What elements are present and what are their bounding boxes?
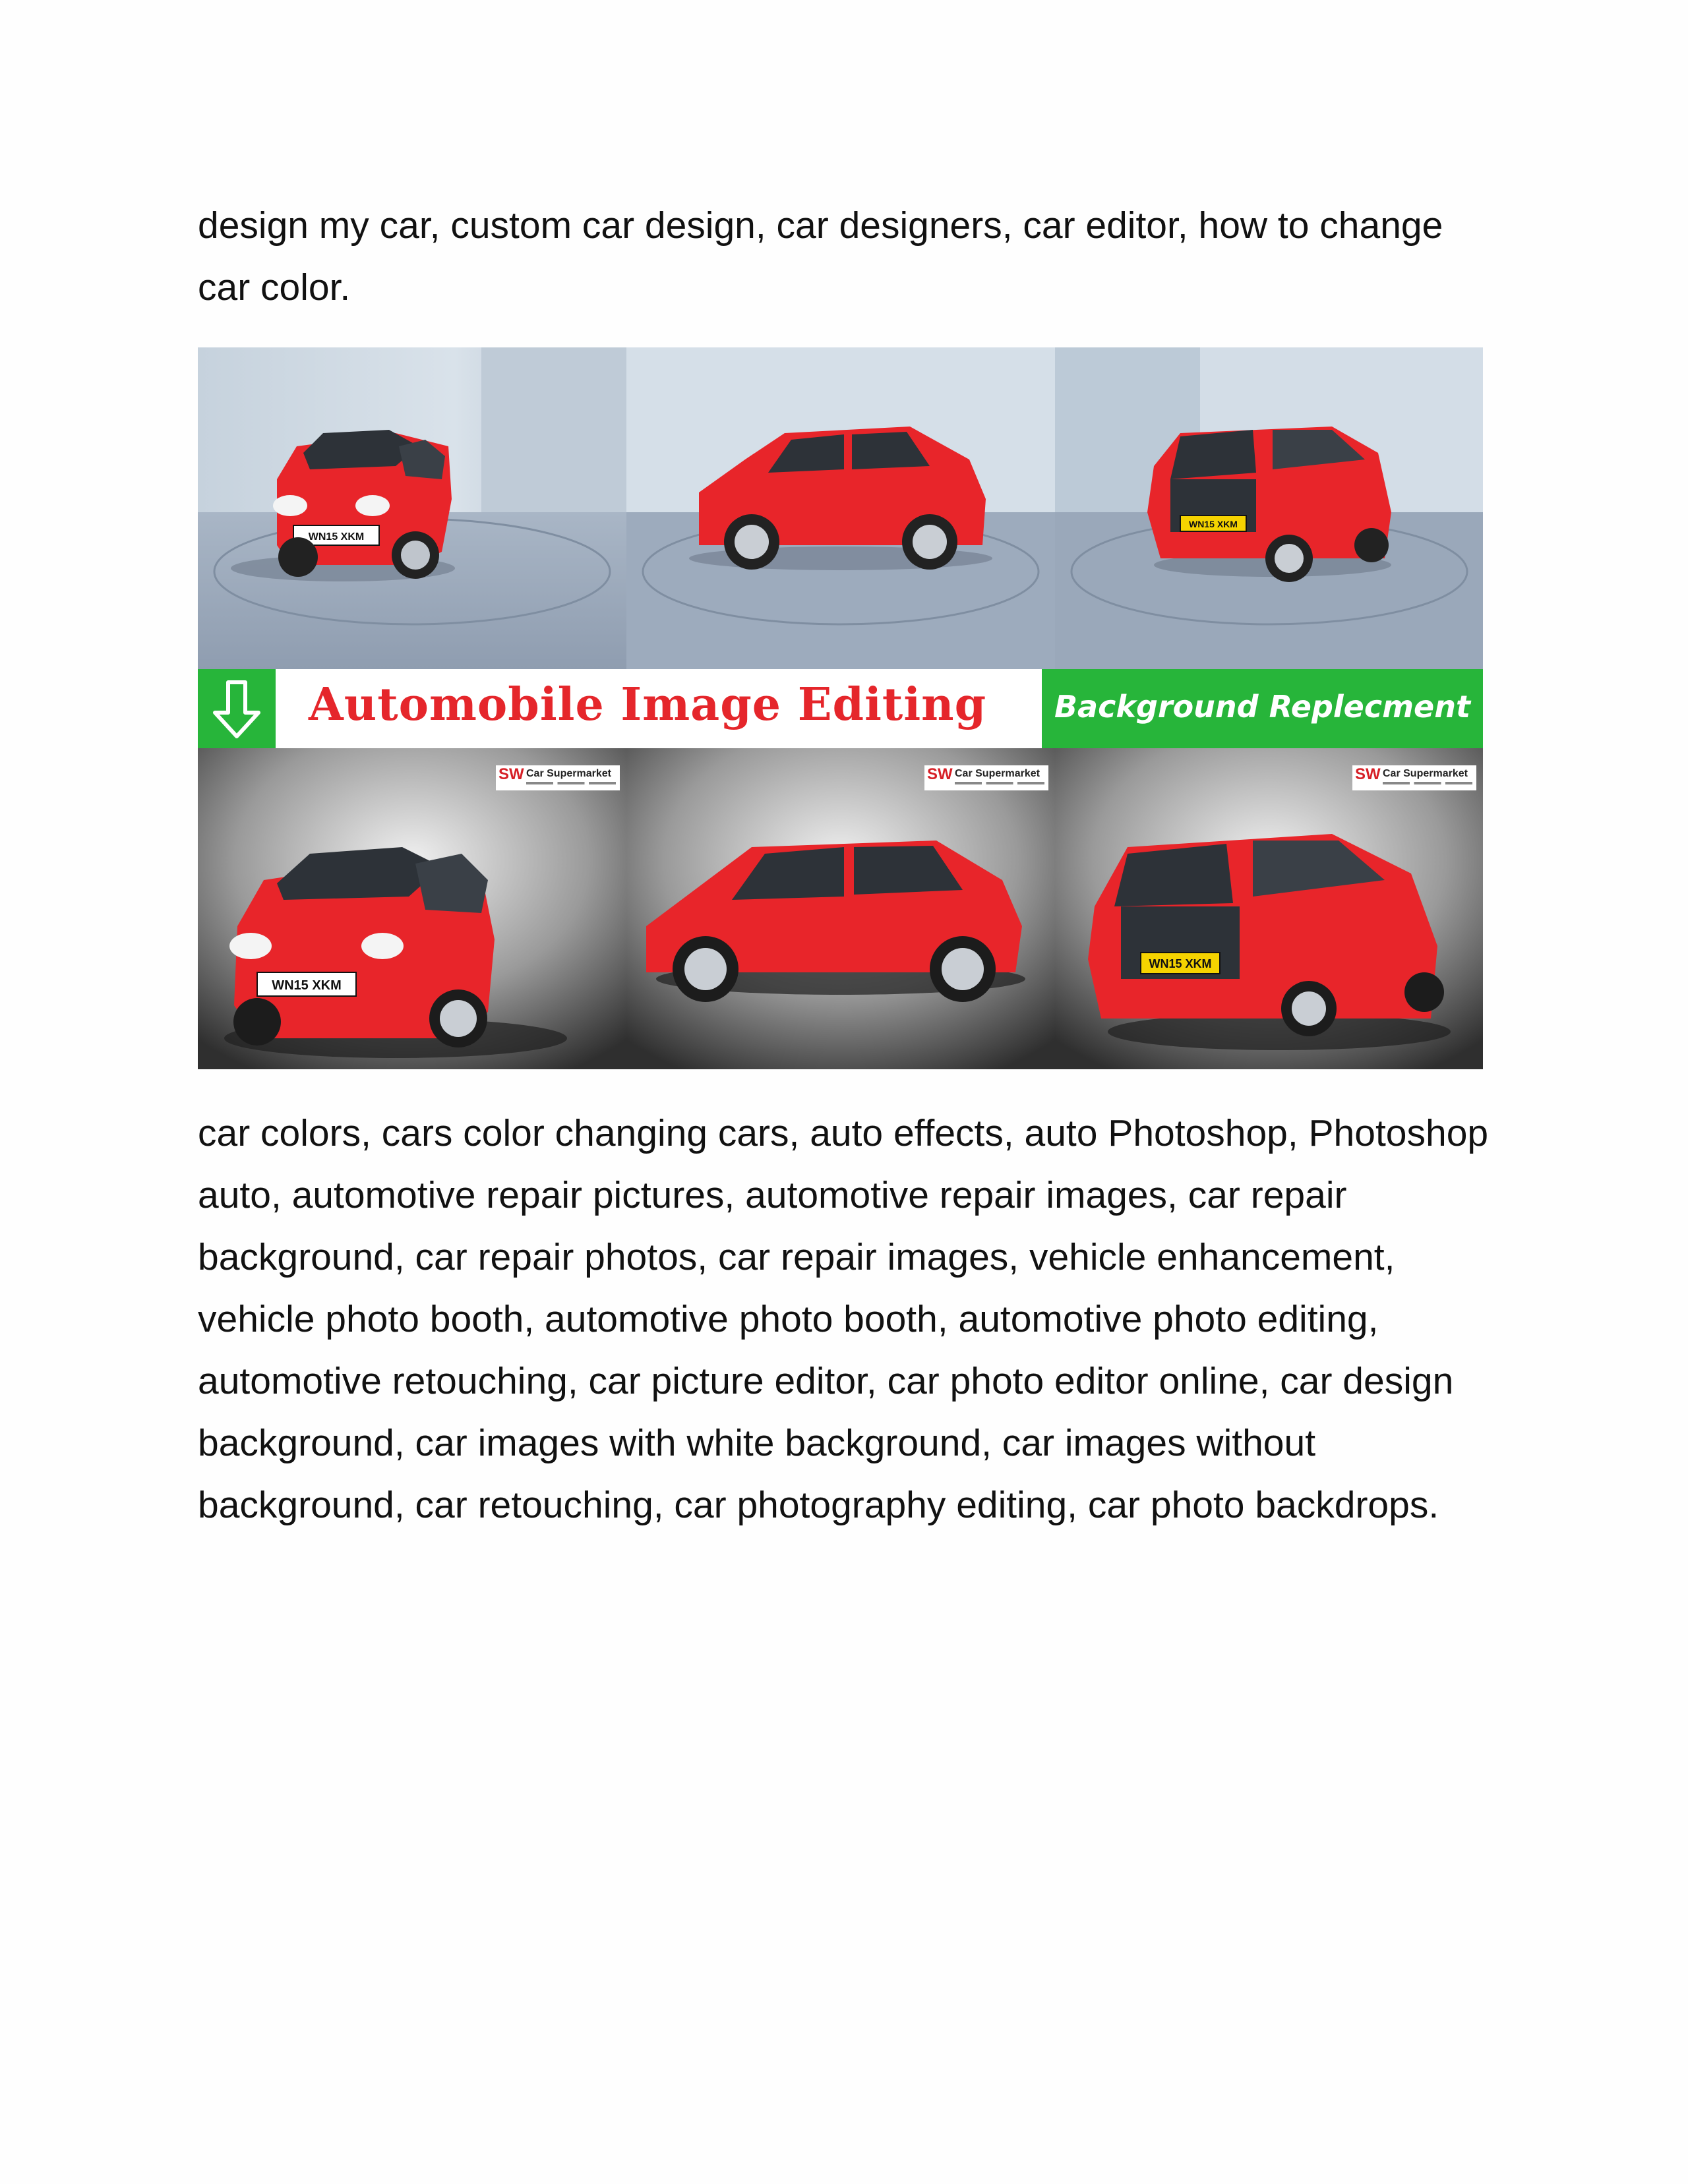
- dealer-logo-3: [1352, 765, 1476, 790]
- badge-label: Background Replecment: [1054, 689, 1470, 724]
- car-photo-rear-after: [1055, 748, 1483, 1069]
- logo-subline: [1383, 782, 1472, 784]
- rear-plate-text: WN15 XKM: [1149, 957, 1212, 970]
- car-photo-front-after: [198, 748, 626, 1069]
- front-plate-text: WN15 XKM: [272, 978, 342, 993]
- figure-banner: [198, 669, 1483, 748]
- background-replacement-badge: [1042, 669, 1483, 748]
- logo-name: Car Supermarket: [955, 768, 1040, 779]
- car-editing-figure: [198, 347, 1483, 1069]
- car-photo-side-before: [626, 347, 1055, 669]
- svg-text:WN15 XKM: WN15 XKM: [1189, 519, 1238, 529]
- logo-name: Car Supermarket: [1383, 768, 1468, 779]
- paragraph-intro: design my car, custom car design, car designers, car editor, how to change car color.: [198, 204, 1443, 309]
- dealer-logo-2: [924, 765, 1048, 790]
- logo-brand: SW: [927, 765, 953, 783]
- download-arrow-icon: [198, 669, 276, 748]
- logo-name: Car Supermarket: [526, 768, 611, 779]
- banner-title: Automobile Image Editing: [309, 678, 987, 731]
- after-photos-row: [198, 748, 1483, 1069]
- logo-subline: [526, 782, 616, 784]
- car-photo-rear-before: [1055, 347, 1483, 669]
- svg-text:WN15 XKM: WN15 XKM: [308, 531, 365, 543]
- car-photo-side-after: [626, 748, 1055, 1069]
- logo-brand: SW: [1355, 765, 1381, 783]
- car-photo-front-before: [198, 347, 626, 669]
- paragraph-keywords: car colors, cars color changing cars, auto effects, auto Photoshop, Photoshop auto, automotive repair pictures, automotive repair images, car repair background, car repair photos, car repair images, vehicle enhancement, vehicle photo booth, automotive photo booth, automotive photo editing, automotive retouching, car picture editor, car photo editor online, car design background, car images with white background, car images without background, car retouching, car photography editing, car photo backdrops.: [198, 1112, 1489, 1526]
- dealer-logo: [496, 765, 620, 790]
- logo-subline: [955, 782, 1044, 784]
- logo-brand: SW: [498, 765, 524, 783]
- before-photos-row: [198, 347, 1483, 669]
